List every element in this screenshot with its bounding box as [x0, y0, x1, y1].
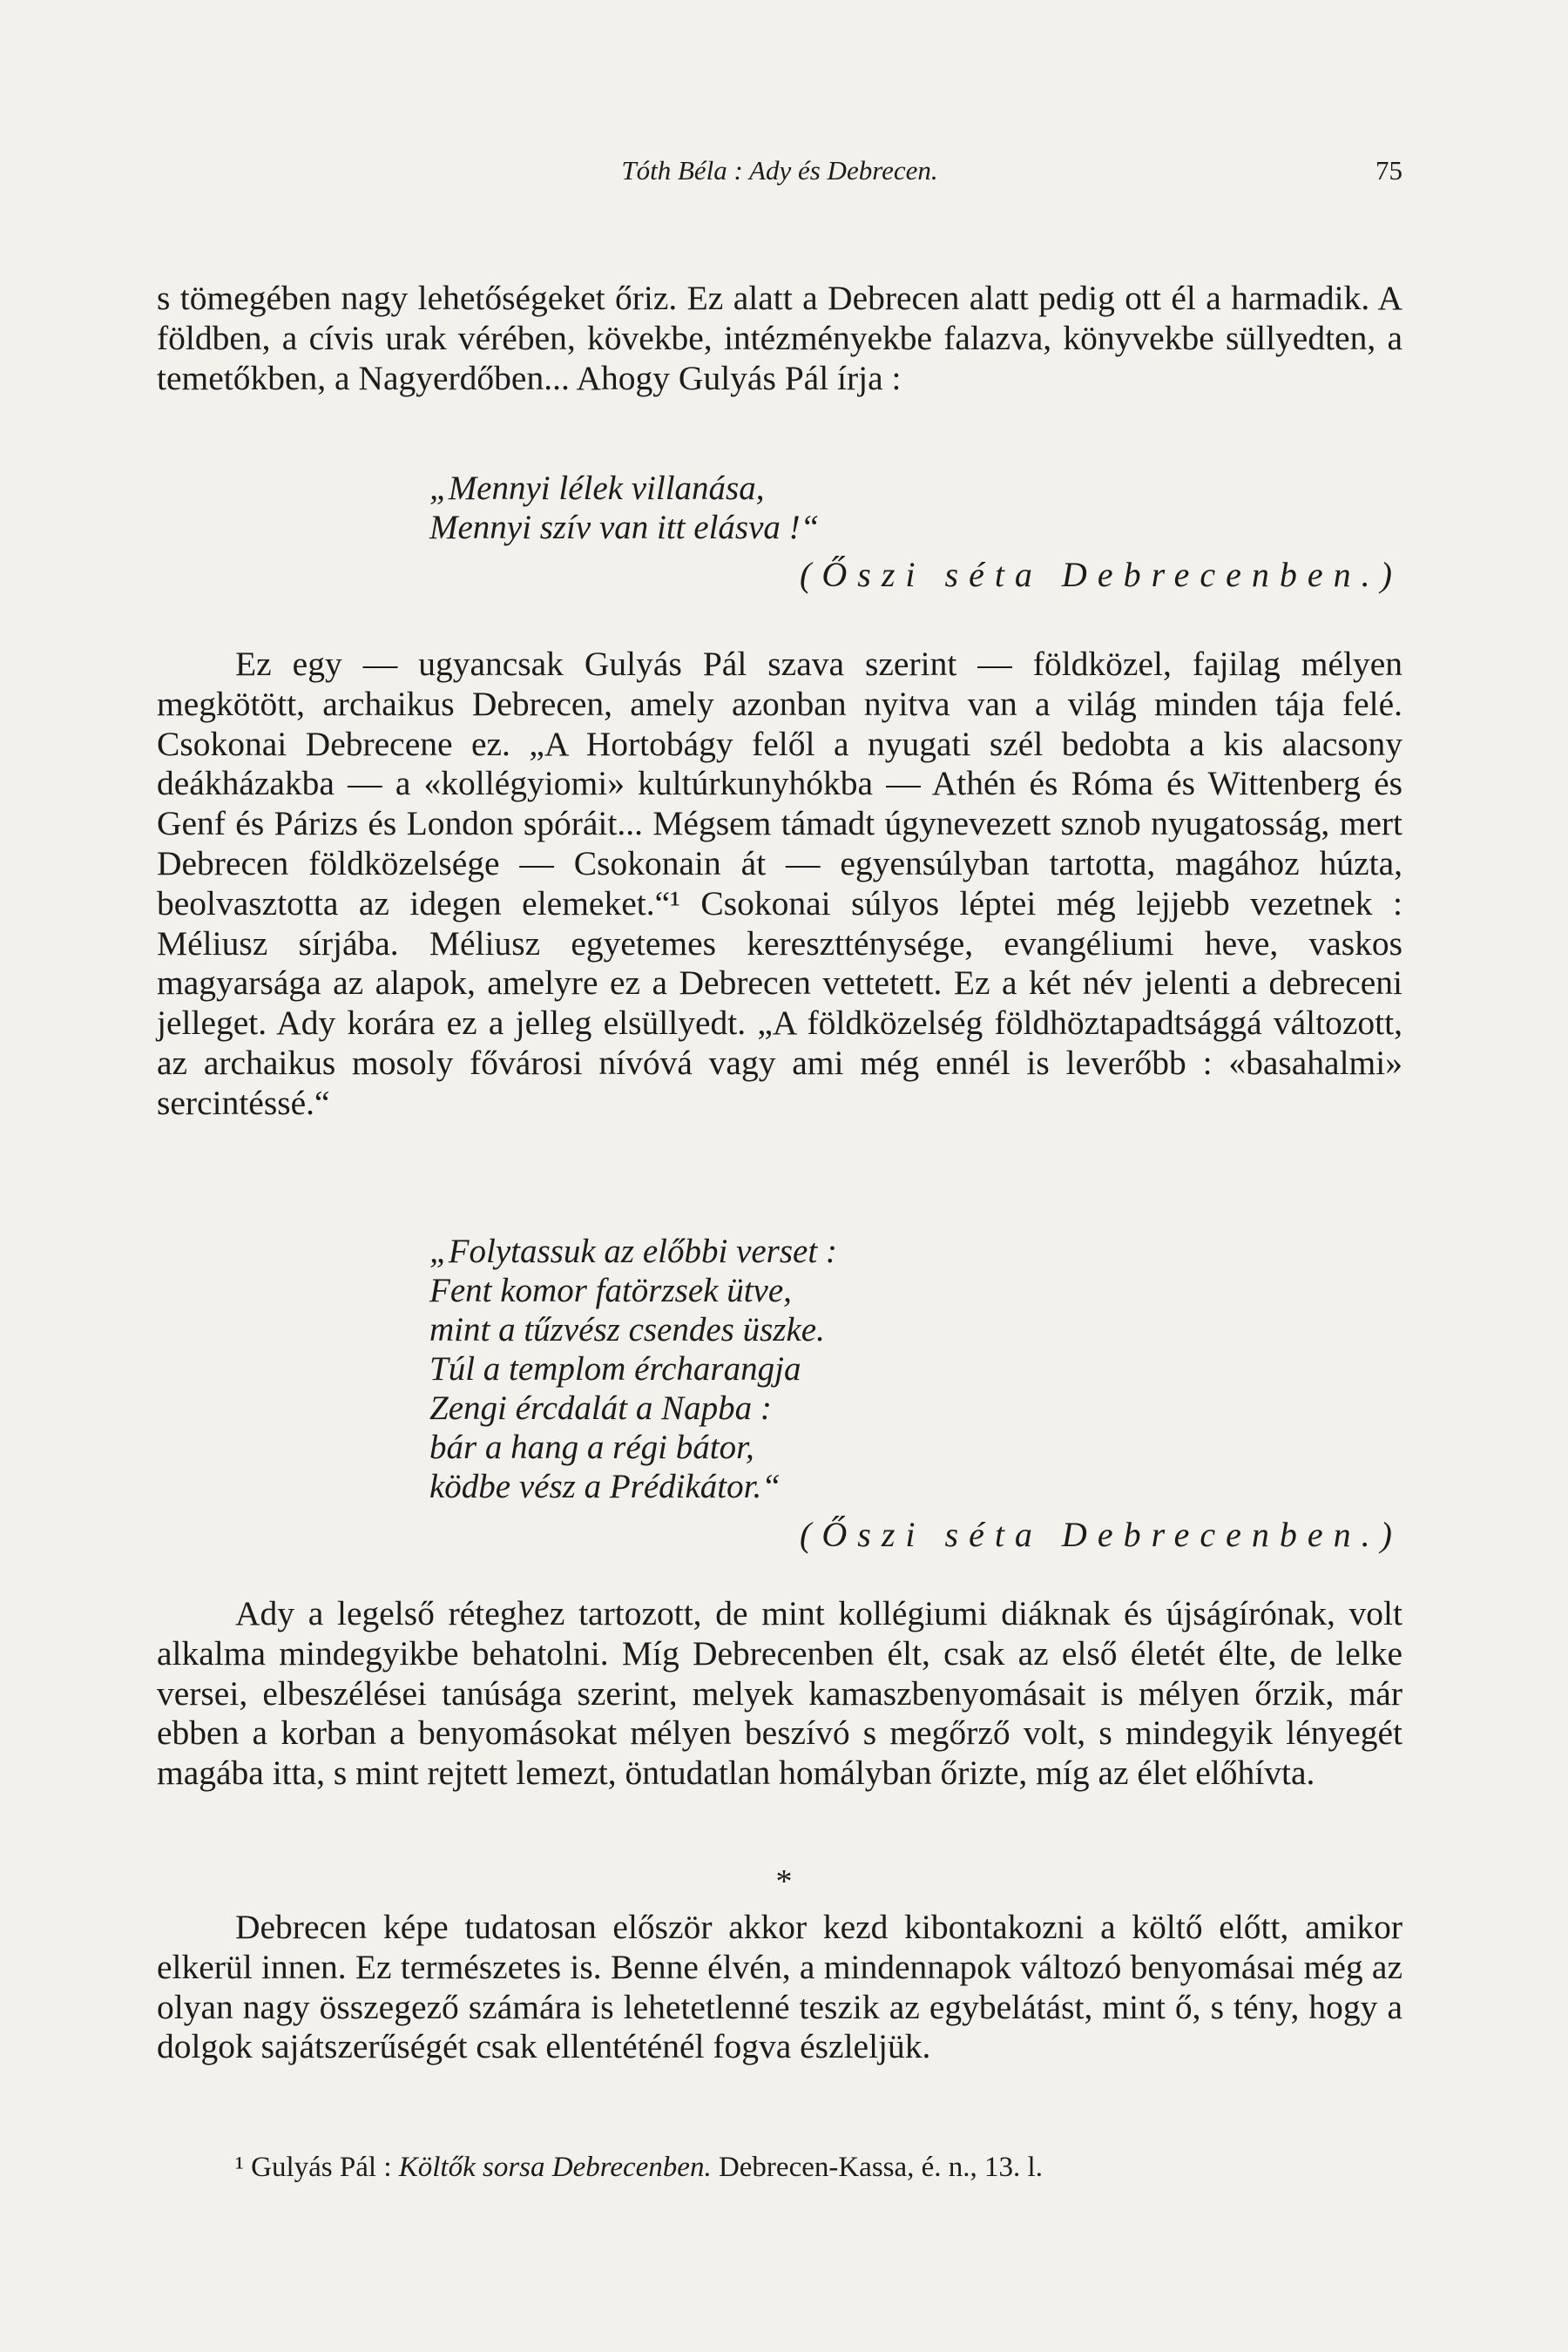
verse-line: ködbe vész a Prédikátor.“ [429, 1468, 781, 1505]
footnote [235, 2152, 1043, 2184]
verse-line: „Mennyi lélek villanása, [429, 470, 765, 507]
footnote-author: Gulyás Pál : [251, 2152, 392, 2183]
paragraph-2 [157, 645, 1402, 1124]
footnote-marker: ¹ [235, 2152, 244, 2183]
paragraph-2-text: Ez egy — ugyancsak Gulyás Pál szava szerint — földközel, fajilag mélyen megkötött, archaikus Debrecen, amely azonban nyitva van a világ minden tája felé. Csokonai Debrecene ez. „A Hortobágy felől a nyugati szél bedobta a kis alacsony deákházakba — a «kollégyiomi» kultúrkunyhókba — Athén és Róma és Wittenberg és Genf és Párizs és London spóráit... Mégsem támadt úgynevezett sznob nyugatosság, mert Debrecen földközelsége — Csokonain át — egyensúlyban tartotta, magához húzta, beolvasztotta az idegen elemeket.“¹ Csokonai súlyos léptei még lejjebb vezetnek : Méliusz sírjába. Méliusz egyetemes keresztténysége, evangéliumi heve, vaskos magyarsága az alapok, amelyre ez a Debrecen vettetett. Ez a két név jelenti a debreceni jelleget. Ady korára ez a jelleg elsüllyedt. „A földközelség földhöztapadtsággá változott, az archaikus mosoly fővárosi nívóvá vagy ami még ennél is leverőbb : «basahalmi» sercintéssé.“ [157, 645, 1402, 1122]
verse-2-source: (Őszi séta Debrecenben.) [800, 1515, 1402, 1554]
verse-2 [429, 1232, 837, 1506]
running-header [157, 155, 1402, 199]
verse-line: Mennyi szív van itt elásva !“ [429, 509, 820, 546]
paragraph-3-text: Ady a legelső réteghez tartozott, de mint kollégiumi diáknak és újságírónak, volt alkalma mindegyikbe behatolni. Míg Debrecenben élt, csak az első életét élte, de lelke versei, elbeszélései tanúsága szerint, melyek kamaszbenyomásait is mélyen őrzik, már ebben a korban a benyomásokat mélyen beszívó s megőrző volt, s mindegyik lényegét magába itta, s mint rejtett lemezt, öntudatlan homályban őrizte, míg az élet előhívta. [157, 1594, 1402, 1793]
running-title: Tóth Béla : Ady és Debrecen. [621, 155, 938, 186]
paragraph-4-text: Debrecen képe tudatosan először akkor kezd kibontakozni a költő előtt, amikor elkerül innen. Ez természetes is. Benne élvén, a mindennapok változó benyomásai még az olyan nagy összegező számára is lehetetlenné teszik az egybelátást, mint ő, s tény, hogy a dolgok sajátszerűségét csak ellentéténél fogva észleljük. [157, 1908, 1402, 2066]
page-number: 75 [1375, 155, 1402, 186]
verse-line: Fent komor fatörzsek ütve, [429, 1272, 792, 1309]
paragraph-3 [157, 1594, 1402, 1794]
footnote-work-title: Költők sorsa Debrecenben. [398, 2152, 712, 2183]
verse-line: bár a hang a régi bátor, [429, 1429, 754, 1466]
verse-1 [429, 469, 819, 547]
verse-line: „Folytassuk az előbbi verset : [429, 1233, 837, 1270]
verse-line: Zengi ércdalát a Napba : [429, 1389, 772, 1427]
section-separator: * [775, 1863, 793, 1900]
footnote-publication: Debrecen-Kassa, é. n., 13. l. [718, 2152, 1043, 2183]
paragraph-1 [157, 279, 1402, 398]
verse-line: mint a tűzvész csendes üszke. [429, 1311, 825, 1348]
paragraph-1-text: s tömegében nagy lehetőségeket őriz. Ez alatt a Debrecen alatt pedig ott él a harmadik. A földben, a cívis urak vérében, kövekbe, intézményekbe falazva, könyvekbe süllyedten, a temetőkben, a Nagyerdőben... Ahogy Gulyás Pál írja : [157, 279, 1402, 397]
verse-1-source: (Őszi séta Debrecenben.) [800, 555, 1402, 594]
verse-line: Túl a templom ércharangja [429, 1350, 801, 1388]
paragraph-4 [157, 1908, 1402, 2067]
